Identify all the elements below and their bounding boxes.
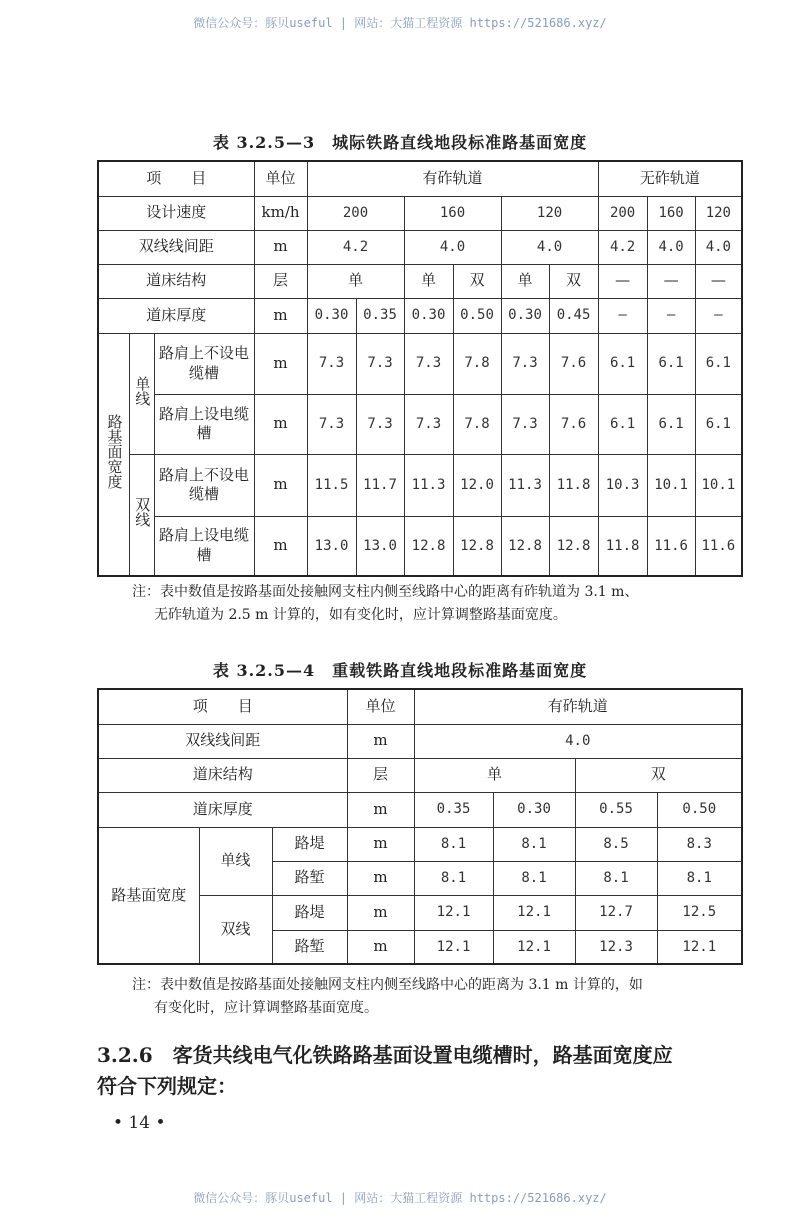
cell: 10.1 <box>647 454 695 516</box>
cell: 11.8 <box>598 516 647 576</box>
cell: 13.0 <box>356 516 404 576</box>
row-label: 路堑 <box>272 930 347 964</box>
table-row <box>98 724 742 758</box>
table-row <box>98 161 742 196</box>
unit-cell: km/h <box>254 196 307 230</box>
header-unit: 单位 <box>347 689 414 724</box>
header-unit: 单位 <box>254 161 307 196</box>
unit-cell: m <box>347 792 414 827</box>
unit-cell: m <box>254 394 307 454</box>
cell: 单 <box>414 758 575 792</box>
unit-cell: 层 <box>254 264 307 298</box>
cell: 7.8 <box>453 333 501 394</box>
cell: 7.3 <box>307 333 356 394</box>
cell: 200 <box>598 196 647 230</box>
cell: 0.35 <box>356 298 404 333</box>
table-row <box>98 298 742 333</box>
cell: 双 <box>549 264 598 298</box>
cell: 4.2 <box>307 230 404 264</box>
cell: 12.8 <box>404 516 453 576</box>
cell: 0.50 <box>657 792 742 827</box>
table2-title: 表 3.2.5—4 重载铁路直线地段标准路基面宽度 <box>212 661 588 680</box>
cell: 8.5 <box>575 827 657 861</box>
table-row <box>98 827 742 861</box>
cell: 8.3 <box>657 827 742 861</box>
note-line: 无砟轨道为 2.5 m 计算的，如有变化时，应计算调整路基面宽度。 <box>154 607 567 623</box>
cell: 单 <box>404 264 453 298</box>
cell: 0.30 <box>404 298 453 333</box>
cell: 12.1 <box>493 930 575 964</box>
cell: 6.1 <box>598 394 647 454</box>
cell: — <box>695 298 742 333</box>
cell: 7.3 <box>501 394 549 454</box>
table1 <box>97 160 743 577</box>
cell: 7.3 <box>356 394 404 454</box>
cell: 8.1 <box>414 861 493 895</box>
cell: 12.5 <box>657 895 742 930</box>
row-label: 道床厚度 <box>98 298 254 333</box>
header-item: 项 目 <box>98 161 254 196</box>
cell: 160 <box>404 196 501 230</box>
watermark-bottom: 微信公众号：豚贝useful | 网站：大猫工程资源 https://521686.xyz/ <box>193 1191 607 1205</box>
unit-cell: m <box>254 454 307 516</box>
cell: 12.0 <box>453 454 501 516</box>
unit-cell: m <box>347 827 414 861</box>
table2 <box>97 688 743 965</box>
cell: 单 <box>307 264 404 298</box>
cell: 7.6 <box>549 394 598 454</box>
cell: 11.6 <box>695 516 742 576</box>
unit-cell: 层 <box>347 758 414 792</box>
cell: 6.1 <box>598 333 647 394</box>
row-label: 双线线间距 <box>98 724 347 758</box>
single-line-label: 单线 <box>199 827 272 895</box>
unit-cell: m <box>347 930 414 964</box>
cell: 8.1 <box>493 861 575 895</box>
cell: 4.0 <box>695 230 742 264</box>
cell: 0.55 <box>575 792 657 827</box>
header-ballast: 有砟轨道 <box>414 689 742 724</box>
cell: 双 <box>453 264 501 298</box>
cell: 0.50 <box>453 298 501 333</box>
note-line: 有变化时，应计算调整路基面宽度。 <box>154 1000 378 1016</box>
cell: 12.8 <box>549 516 598 576</box>
header-ballast: 有砟轨道 <box>307 161 598 196</box>
row-label: 道床厚度 <box>98 792 347 827</box>
cell: 11.3 <box>501 454 549 516</box>
header-ballastless: 无砟轨道 <box>598 161 742 196</box>
unit-cell: m <box>254 298 307 333</box>
row-label: 路肩上不设电缆槽 <box>154 454 254 516</box>
cell: 11.7 <box>356 454 404 516</box>
cell: 12.3 <box>575 930 657 964</box>
unit-cell: m <box>347 861 414 895</box>
cell: 160 <box>647 196 695 230</box>
cell: 4.0 <box>647 230 695 264</box>
cell: 8.1 <box>657 861 742 895</box>
cell: 6.1 <box>695 333 742 394</box>
cell: 12.1 <box>414 895 493 930</box>
table-row <box>98 230 742 264</box>
cell: 双 <box>575 758 742 792</box>
cell: 6.1 <box>647 333 695 394</box>
cell: 120 <box>501 196 598 230</box>
cell: 7.3 <box>307 394 356 454</box>
cell: 8.1 <box>493 827 575 861</box>
row-label: 路肩上不设电缆槽 <box>154 333 254 394</box>
unit-cell: m <box>347 895 414 930</box>
cell: 11.5 <box>307 454 356 516</box>
section-line: 3.2.6 客货共线电气化铁路路基面设置电缆槽时，路基面宽度应 <box>97 1043 673 1067</box>
note-line: 注：表中数值是按路基面处接触网支柱内侧至线路中心的距离为 3.1 m 计算的，如 <box>132 977 643 993</box>
cell: 8.1 <box>414 827 493 861</box>
double-line-label: 双线 <box>199 895 272 964</box>
cell: — <box>647 298 695 333</box>
unit-cell: m <box>254 516 307 576</box>
unit-cell: m <box>254 230 307 264</box>
cell: 13.0 <box>307 516 356 576</box>
table-row <box>98 394 742 454</box>
table-row <box>98 792 742 827</box>
cell: 11.8 <box>549 454 598 516</box>
cell: — <box>598 264 647 298</box>
cell: 11.3 <box>404 454 453 516</box>
table-row <box>98 196 742 230</box>
cell: 11.6 <box>647 516 695 576</box>
cell: 单 <box>501 264 549 298</box>
row-label: 路堤 <box>272 895 347 930</box>
cell: — <box>647 264 695 298</box>
single-line-label: 单线 <box>129 333 154 454</box>
unit-cell: m <box>347 724 414 758</box>
row-label: 双线线间距 <box>98 230 254 264</box>
cell: 10.3 <box>598 454 647 516</box>
cell: — <box>598 298 647 333</box>
row-label: 路堑 <box>272 861 347 895</box>
row-label: 路肩上设电缆槽 <box>154 516 254 576</box>
note-line: 注：表中数值是按路基面处接触网支柱内侧至线路中心的距离有砟轨道为 3.1 m、 <box>132 584 639 600</box>
table1-note <box>132 581 752 627</box>
table-row <box>98 333 742 394</box>
cell: 6.1 <box>695 394 742 454</box>
cell: 4.0 <box>501 230 598 264</box>
cell: 120 <box>695 196 742 230</box>
page-number: • 14 • <box>113 1113 166 1133</box>
cell: 12.1 <box>414 930 493 964</box>
cell: 4.0 <box>404 230 501 264</box>
cell: 12.1 <box>493 895 575 930</box>
row-label: 道床结构 <box>98 264 254 298</box>
cell: 12.1 <box>657 930 742 964</box>
table-row <box>98 516 742 576</box>
row-label: 路肩上设电缆槽 <box>154 394 254 454</box>
table-row <box>98 689 742 724</box>
table2-note <box>132 974 752 1020</box>
double-line-label: 双线 <box>129 454 154 576</box>
table-row <box>98 758 742 792</box>
cell: 0.45 <box>549 298 598 333</box>
cell: 7.3 <box>404 394 453 454</box>
cell: 0.30 <box>493 792 575 827</box>
table-row <box>98 454 742 516</box>
roadbed-width-label: 路基面宽度 <box>98 333 129 576</box>
cell: 8.1 <box>575 861 657 895</box>
cell: 0.30 <box>501 298 549 333</box>
cell: 7.3 <box>501 333 549 394</box>
row-label: 设计速度 <box>98 196 254 230</box>
cell: 7.6 <box>549 333 598 394</box>
cell: 6.1 <box>647 394 695 454</box>
cell: 12.7 <box>575 895 657 930</box>
cell: 7.8 <box>453 394 501 454</box>
cell: 12.8 <box>453 516 501 576</box>
cell: 7.3 <box>404 333 453 394</box>
cell: 4.0 <box>414 724 742 758</box>
cell: 200 <box>307 196 404 230</box>
cell: 0.30 <box>307 298 356 333</box>
cell: — <box>695 264 742 298</box>
section-line: 符合下列规定： <box>97 1074 237 1098</box>
watermark-top: 微信公众号：豚贝useful | 网站：大猫工程资源 https://521686.xyz/ <box>193 16 607 30</box>
unit-cell: m <box>254 333 307 394</box>
row-label: 路堤 <box>272 827 347 861</box>
cell: 10.1 <box>695 454 742 516</box>
cell: 0.35 <box>414 792 493 827</box>
table1-title: 表 3.2.5—3 城际铁路直线地段标准路基面宽度 <box>212 133 588 152</box>
roadbed-width-label: 路基面宽度 <box>98 827 199 964</box>
table-row <box>98 264 742 298</box>
section-3-2-6 <box>97 1040 747 1102</box>
cell: 7.3 <box>356 333 404 394</box>
cell: 4.2 <box>598 230 647 264</box>
header-item: 项 目 <box>98 689 347 724</box>
cell: 12.8 <box>501 516 549 576</box>
row-label: 道床结构 <box>98 758 347 792</box>
